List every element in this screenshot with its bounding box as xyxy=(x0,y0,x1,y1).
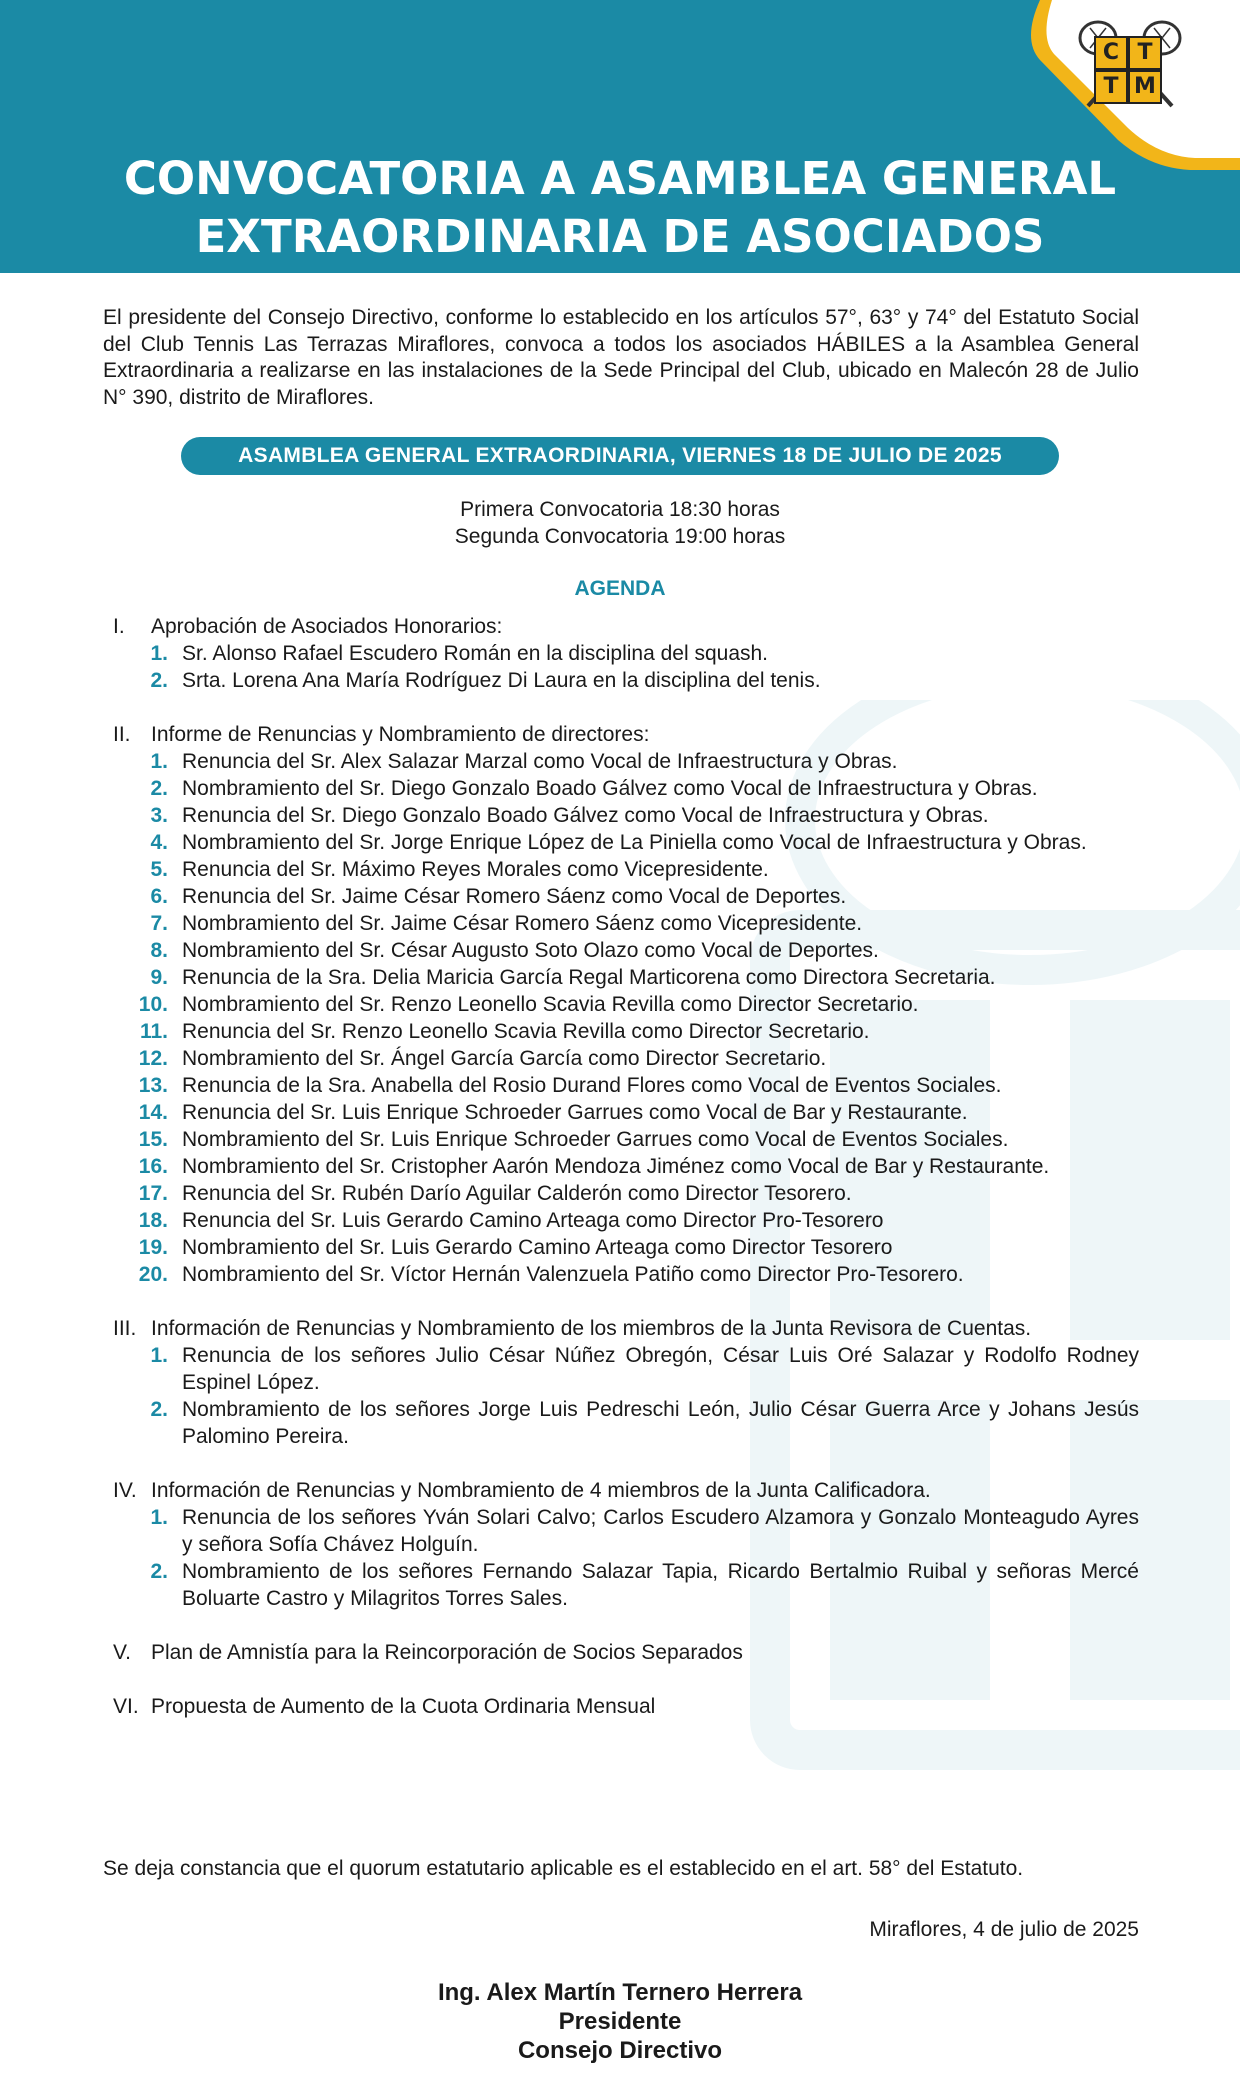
item-number: 19. xyxy=(138,1236,168,1259)
agenda-item xyxy=(103,1342,1139,1396)
item-text: Renuncia de los señores Yván Solari Calvo; Carlos Escudero Alzamora y Gonzalo Monteagudo Ayres y señora Sofía Chávez Holguín. xyxy=(182,1506,1139,1556)
item-number: 1. xyxy=(150,642,168,665)
title-line-2: EXTRAORDINARIA DE ASOCIADOS xyxy=(195,210,1045,263)
title-line-1: CONVOCATORIA A ASAMBLEA GENERAL xyxy=(123,152,1117,205)
item-number: 1. xyxy=(150,1344,168,1367)
item-text: Renuncia del Sr. Luis Gerardo Camino Arteaga como Director Pro-Tesorero xyxy=(182,1209,884,1232)
item-text: Renuncia del Sr. Alex Salazar Marzal como Vocal de Infraestructura y Obras. xyxy=(182,750,898,773)
agenda-item xyxy=(103,1045,1139,1072)
item-number: 11. xyxy=(139,1020,168,1043)
agenda-item xyxy=(103,1234,1139,1261)
signer-role: Presidente xyxy=(558,2008,682,2035)
item-number: 13. xyxy=(138,1074,168,1097)
item-text: Nombramiento del Sr. Jorge Enrique López de La Piniella como Vocal de Infraestructura y Obras. xyxy=(182,831,1087,854)
agenda-item xyxy=(103,667,1139,694)
agenda-item xyxy=(103,1126,1139,1153)
section-numeral: II. xyxy=(113,723,131,746)
agenda-section xyxy=(103,1477,1139,1612)
agenda-list xyxy=(103,613,1139,1747)
item-number: 8. xyxy=(150,939,168,962)
first-convocation: Primera Convocatoria 18:30 horas xyxy=(460,498,780,521)
item-text: Renuncia del Sr. Diego Gonzalo Boado Gálvez como Vocal de Infraestructura y Obras. xyxy=(182,804,989,827)
item-text: Srta. Lorena Ana María Rodríguez Di Laura en la disciplina del tenis. xyxy=(182,669,821,692)
item-text: Renuncia del Sr. Máximo Reyes Morales como Vicepresidente. xyxy=(182,858,769,881)
agenda-section xyxy=(103,613,1139,694)
item-text: Nombramiento del Sr. Ángel García García como Director Secretario. xyxy=(182,1047,827,1070)
agenda-item xyxy=(103,1180,1139,1207)
agenda-item xyxy=(103,1558,1139,1612)
agenda-section xyxy=(103,721,1139,1288)
item-number: 12. xyxy=(138,1047,168,1070)
item-text: Renuncia del Sr. Jaime César Romero Sáenz como Vocal de Deportes. xyxy=(182,885,847,908)
section-numeral: IV. xyxy=(113,1479,137,1502)
item-number: 18. xyxy=(138,1209,168,1232)
item-text: Renuncia del Sr. Renzo Leonello Scavia Revilla como Director Secretario. xyxy=(182,1020,870,1043)
item-number: 2. xyxy=(150,669,168,692)
logo-letter: T xyxy=(1128,36,1162,70)
item-number: 2. xyxy=(150,777,168,800)
second-convocation: Segunda Convocatoria 19:00 horas xyxy=(454,525,786,548)
agenda-item xyxy=(103,1261,1139,1288)
item-number: 10. xyxy=(138,993,168,1016)
agenda-section xyxy=(103,1693,1139,1720)
item-text: Nombramiento del Sr. Jaime César Romero Sáenz como Vicepresidente. xyxy=(182,912,863,935)
agenda-item xyxy=(103,1504,1139,1558)
item-number: 16. xyxy=(138,1155,168,1178)
assembly-banner: ASAMBLEA GENERAL EXTRAORDINARIA, VIERNES 18 DE JULIO DE 2025 xyxy=(181,437,1059,475)
agenda-item xyxy=(103,937,1139,964)
item-text: Nombramiento del Sr. Renzo Leonello Scavia Revilla como Director Secretario. xyxy=(182,993,919,1016)
agenda-item xyxy=(103,1153,1139,1180)
agenda-section xyxy=(103,1315,1139,1450)
item-text: Renuncia del Sr. Rubén Darío Aguilar Calderón como Director Tesorero. xyxy=(182,1182,852,1205)
agenda-section-heading xyxy=(103,613,1139,640)
item-text: Renuncia de los señores Julio César Núñez Obregón, César Luis Oré Salazar y Rodolfo Rodney Espinel López. xyxy=(182,1344,1139,1394)
agenda-item xyxy=(103,991,1139,1018)
item-number: 14. xyxy=(138,1101,168,1124)
section-title: Informe de Renuncias y Nombramiento de directores: xyxy=(151,723,650,746)
signer-name: Ing. Alex Martín Ternero Herrera xyxy=(437,1979,803,2006)
item-number: 1. xyxy=(150,1506,168,1529)
item-text: Nombramiento del Sr. Luis Enrique Schroeder Garrues como Vocal de Eventos Sociales. xyxy=(182,1128,1009,1151)
item-number: 2. xyxy=(150,1560,168,1583)
agenda-title: AGENDA xyxy=(574,577,666,600)
item-number: 9. xyxy=(150,966,168,989)
logo-letter: M xyxy=(1128,70,1162,104)
item-number: 4. xyxy=(150,831,168,854)
item-number: 20. xyxy=(138,1263,168,1286)
section-title: Información de Renuncias y Nombramiento de los miembros de la Junta Revisora de Cuentas. xyxy=(151,1317,1032,1340)
item-number: 1. xyxy=(150,750,168,773)
agenda-item xyxy=(103,802,1139,829)
logo-letter: C xyxy=(1094,36,1128,70)
item-text: Nombramiento del Sr. Cristopher Aarón Mendoza Jiménez como Vocal de Bar y Restaurante. xyxy=(182,1155,1050,1178)
agenda-section-heading xyxy=(103,1477,1139,1504)
item-text: Nombramiento de los señores Fernando Salazar Tapia, Ricardo Bertalmio Ruibal y señoras Mercé Boluarte Castro y Milagritos Torres Sales. xyxy=(182,1560,1139,1610)
item-number: 5. xyxy=(150,858,168,881)
section-title: Información de Renuncias y Nombramiento de 4 miembros de la Junta Calificadora. xyxy=(151,1479,931,1502)
section-title: Propuesta de Aumento de la Cuota Ordinaria Mensual xyxy=(151,1695,656,1718)
item-text: Nombramiento del Sr. Diego Gonzalo Boado Gálvez como Vocal de Infraestructura y Obras. xyxy=(182,777,1038,800)
document-date: Miraflores, 4 de julio de 2025 xyxy=(869,1918,1139,1941)
agenda-item xyxy=(103,1072,1139,1099)
item-text: Renuncia del Sr. Luis Enrique Schroeder Garrues como Vocal de Bar y Restaurante. xyxy=(182,1101,968,1124)
agenda-item xyxy=(103,1099,1139,1126)
club-logo xyxy=(1076,18,1184,110)
item-text: Nombramiento de los señores Jorge Luis Pedreschi León, Julio César Guerra Arce y Johans Jesús Palomino Pereira. xyxy=(182,1398,1139,1448)
agenda-section-heading xyxy=(103,1693,1139,1720)
agenda-item xyxy=(103,883,1139,910)
quorum-note: Se deja constancia que el quorum estatutario aplicable es el establecido en el art. 58° del Estatuto. xyxy=(103,1857,1024,1880)
section-numeral: I. xyxy=(113,615,125,638)
convocation-times xyxy=(0,496,1240,550)
agenda-section-heading xyxy=(103,721,1139,748)
item-text: Nombramiento del Sr. César Augusto Soto Olazo como Vocal de Deportes. xyxy=(182,939,879,962)
logo-letter: T xyxy=(1094,70,1128,104)
item-number: 3. xyxy=(150,804,168,827)
item-text: Renuncia de la Sra. Delia Maricia García Regal Marticorena como Directora Secretaria. xyxy=(182,966,996,989)
item-text: Sr. Alonso Rafael Escudero Román en la disciplina del squash. xyxy=(182,642,769,665)
item-number: 2. xyxy=(150,1398,168,1421)
agenda-section xyxy=(103,1639,1139,1666)
agenda-item xyxy=(103,775,1139,802)
agenda-item xyxy=(103,910,1139,937)
item-text: Nombramiento del Sr. Víctor Hernán Valenzuela Patiño como Director Pro-Tesorero. xyxy=(182,1263,964,1286)
agenda-item xyxy=(103,1396,1139,1450)
signer-body: Consejo Directivo xyxy=(517,2037,723,2064)
section-numeral: VI. xyxy=(113,1695,139,1718)
item-text: Renuncia de la Sra. Anabella del Rosio Durand Flores como Vocal de Eventos Sociales. xyxy=(182,1074,1002,1097)
agenda-item xyxy=(103,640,1139,667)
agenda-item xyxy=(103,1207,1139,1234)
item-number: 7. xyxy=(150,912,168,935)
agenda-item xyxy=(103,1018,1139,1045)
agenda-section-heading xyxy=(103,1315,1139,1342)
item-number: 15. xyxy=(138,1128,168,1151)
section-title: Plan de Amnistía para la Reincorporación de Socios Separados xyxy=(151,1641,743,1664)
agenda-section-heading xyxy=(103,1639,1139,1666)
agenda-item xyxy=(103,829,1139,856)
section-numeral: V. xyxy=(113,1641,131,1664)
agenda-item xyxy=(103,964,1139,991)
agenda-item xyxy=(103,748,1139,775)
signature-block xyxy=(0,1978,1240,2065)
section-title: Aprobación de Asociados Honorarios: xyxy=(151,615,503,638)
section-numeral: III. xyxy=(113,1317,137,1340)
item-number: 17. xyxy=(138,1182,168,1205)
intro-paragraph: El presidente del Consejo Directivo, conforme lo establecido en los artículos 57°, 63° y 74° del Estatuto Social del Club Tennis Las Terrazas Miraflores, convoca a todos los asociados HÁBILES a la Asamblea General Extraordinaria a realizarse en las instalaciones de la Sede Principal del Club, ubicado en Malecón 28 de Julio N° 390, distrito de Miraflores. xyxy=(103,306,1139,409)
item-text: Nombramiento del Sr. Luis Gerardo Camino Arteaga como Director Tesorero xyxy=(182,1236,893,1259)
page-title xyxy=(0,150,1240,266)
item-number: 6. xyxy=(150,885,168,908)
agenda-item xyxy=(103,856,1139,883)
